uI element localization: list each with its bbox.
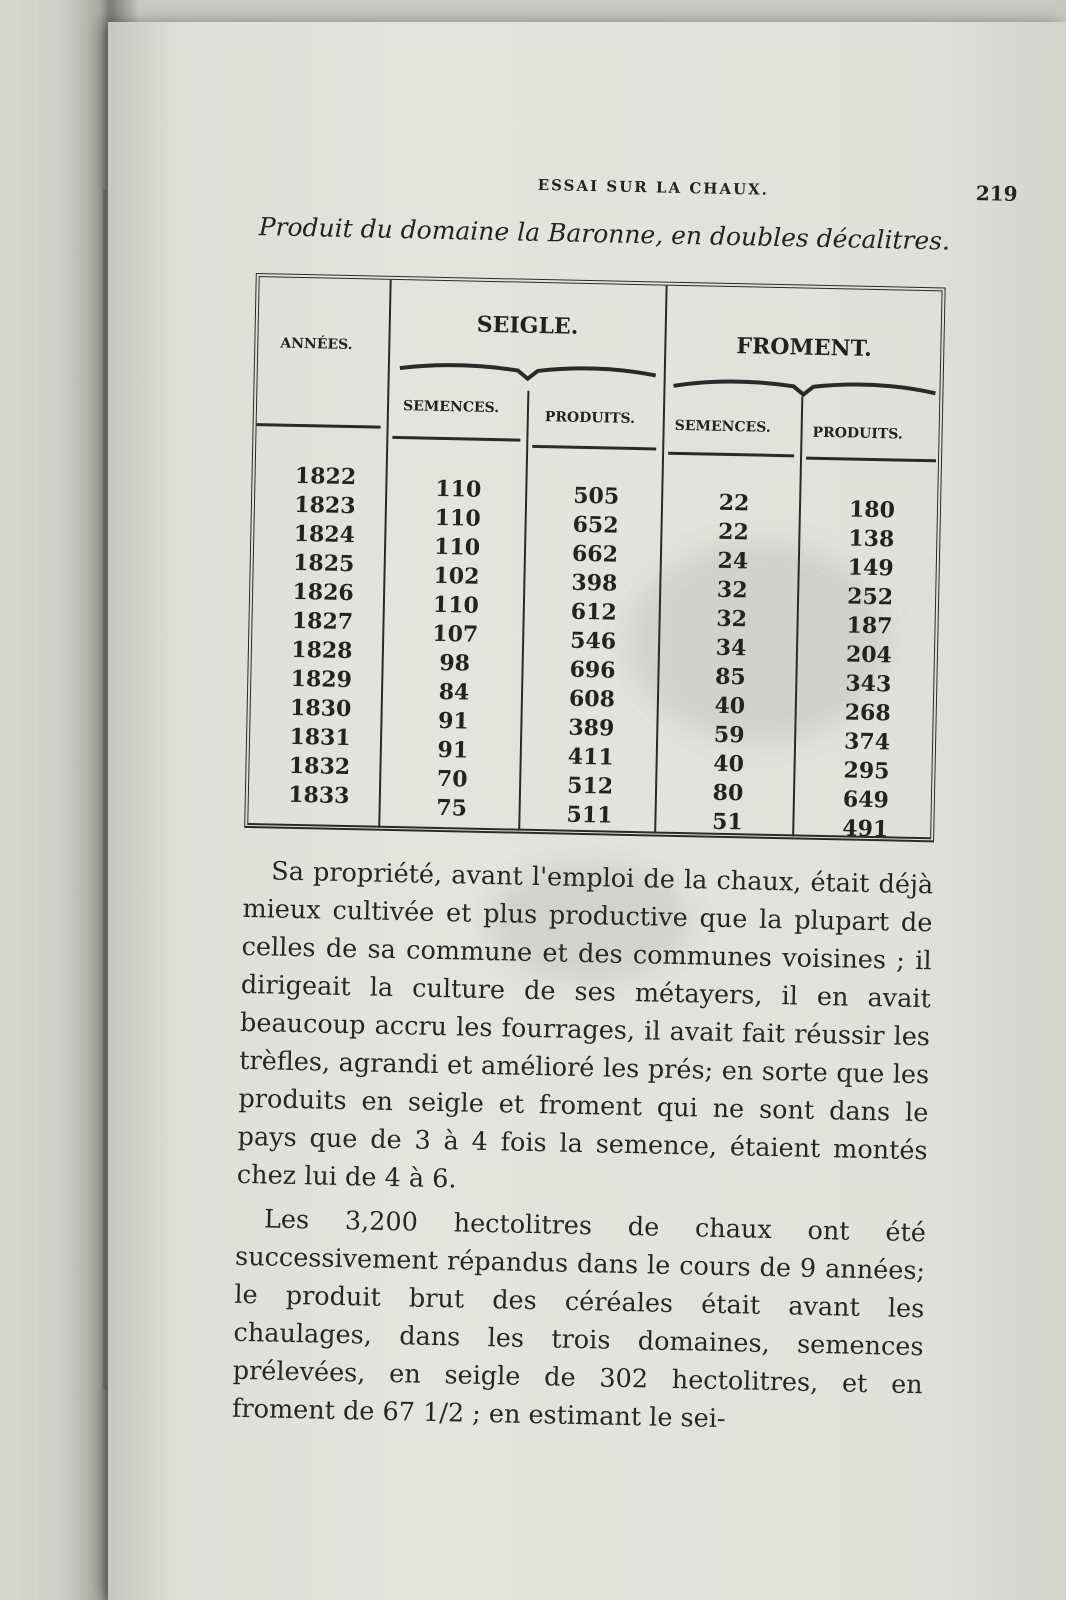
value-cell: 512 — [566, 772, 614, 800]
left-page-edge — [103, 190, 106, 1390]
header-seigle: SEIGLE. — [476, 311, 579, 340]
header-seigle-produits: PRODUITS. — [544, 409, 636, 427]
header-froment: FROMENT. — [736, 333, 873, 362]
value-cell: 295 — [843, 757, 890, 785]
paragraph: Les 3,200 hectolitres de chaux ont été successivement répandus dans le cours de 9 années; le produit brut des céréales était avant les chaulages, dans les trois domaines, semences prélevées, en seigle de 302 hectolitres, et en froment de 67 1/2 ; en estimant le sei- — [231, 1204, 927, 1435]
value-cell: 511 — [566, 801, 613, 829]
value-cell: 374 — [843, 728, 891, 756]
year-cell: 1831 — [289, 723, 351, 752]
running-title: ESSAI SUR LA CHAUX. — [537, 175, 770, 199]
year-cell: 1829 — [290, 665, 353, 694]
value-cell: 70 — [436, 765, 468, 793]
value-cell: 204 — [845, 641, 893, 669]
header-annees: ANNÉES. — [280, 335, 353, 354]
header-rule — [392, 436, 520, 442]
value-cell: 32 — [716, 605, 748, 633]
page-number: 219 — [975, 181, 1018, 206]
year-cell: 1833 — [287, 781, 350, 810]
header-froment-semences: SEMENCES. — [674, 417, 771, 436]
value-cell: 696 — [569, 656, 616, 684]
value-cell: 110 — [434, 504, 481, 532]
year-cell: 1823 — [294, 491, 356, 520]
value-cell: 343 — [845, 670, 892, 698]
header-rule — [532, 445, 656, 451]
value-cell: 32 — [716, 576, 748, 604]
value-cell: 398 — [571, 569, 618, 597]
page-content — [230, 164, 1018, 1530]
value-cell: 389 — [568, 714, 615, 742]
value-cell: 180 — [848, 496, 896, 524]
seigle-brace — [398, 358, 658, 387]
year-cell: 1832 — [288, 752, 351, 781]
seigle-semences-column — [396, 474, 513, 824]
years-column — [269, 461, 376, 811]
left-page — [0, 0, 110, 1600]
value-cell: 22 — [718, 489, 750, 517]
value-cell: 59 — [713, 721, 745, 749]
header-rule — [257, 423, 381, 429]
year-cell: 1822 — [294, 462, 357, 491]
value-cell: 110 — [433, 533, 481, 561]
value-cell: 107 — [432, 620, 479, 648]
column-rule — [378, 280, 391, 828]
value-cell: 80 — [712, 779, 744, 807]
value-cell: 546 — [569, 627, 617, 655]
value-cell: 187 — [846, 612, 893, 640]
value-cell: 649 — [842, 786, 890, 814]
value-cell: 51 — [711, 808, 743, 836]
value-cell: 252 — [846, 583, 894, 611]
value-cell: 84 — [438, 678, 470, 706]
book-page — [108, 22, 1066, 1600]
paragraph: Sa propriété, avant l'emploi de la chaux, était déjà mieux cultivée et plus productive que la plupart de celles de sa commune et des communes voisines ; il dirigeait la culture de ses métayers, il en avait beaucoup accru les fourrages, il avait fait réussir les trèfles, agrandi et amélioré les prés; en sorte que les produits en seigle et froment qui ne sont dans le pays que de 3 à 4 fois la semence, étaient montés chez lui de 4 à 6. — [236, 856, 934, 1195]
header-seigle-semences: SEMENCES. — [402, 398, 500, 417]
header-rule — [668, 452, 794, 458]
year-cell: 1828 — [291, 636, 353, 665]
data-table — [244, 273, 945, 842]
value-cell: 91 — [437, 707, 470, 735]
year-cell: 1830 — [289, 694, 352, 723]
value-cell: 24 — [717, 547, 749, 575]
value-cell: 505 — [572, 482, 620, 510]
body-text — [232, 852, 934, 1442]
column-rule — [792, 396, 803, 836]
value-cell: 411 — [567, 743, 614, 771]
value-cell: 608 — [568, 685, 616, 713]
value-cell: 491 — [842, 815, 889, 843]
value-cell: 149 — [847, 554, 894, 582]
value-cell: 652 — [572, 511, 619, 539]
year-cell: 1826 — [292, 578, 354, 607]
value-cell: 102 — [433, 562, 480, 590]
value-cell: 75 — [436, 794, 468, 822]
value-cell: 612 — [570, 598, 618, 626]
value-cell: 40 — [713, 750, 745, 778]
value-cell: 268 — [844, 699, 891, 727]
year-cell: 1827 — [291, 607, 354, 636]
seigle-produits-column — [534, 481, 651, 831]
froment-brace — [671, 374, 937, 404]
running-head — [257, 164, 1018, 220]
value-cell: 34 — [715, 634, 747, 662]
table-caption: Produit du domaine la Baronne, en doubles décalitres. — [258, 212, 951, 256]
year-cell: 1825 — [292, 549, 355, 578]
value-cell: 85 — [714, 663, 747, 691]
value-cell: 98 — [439, 649, 471, 677]
column-rule — [518, 391, 529, 831]
value-cell: 662 — [571, 540, 619, 568]
value-cell: 138 — [848, 525, 895, 553]
header-rule — [806, 457, 936, 463]
froment-produits-column — [810, 495, 927, 845]
year-cell: 1824 — [293, 520, 356, 549]
header-froment-produits: PRODUITS. — [812, 424, 903, 443]
value-cell: 110 — [432, 591, 480, 619]
value-cell: 91 — [437, 736, 469, 764]
value-cell: 40 — [714, 692, 746, 720]
value-cell: 22 — [717, 518, 750, 546]
value-cell: 110 — [435, 475, 482, 503]
froment-semences-column — [672, 488, 789, 838]
